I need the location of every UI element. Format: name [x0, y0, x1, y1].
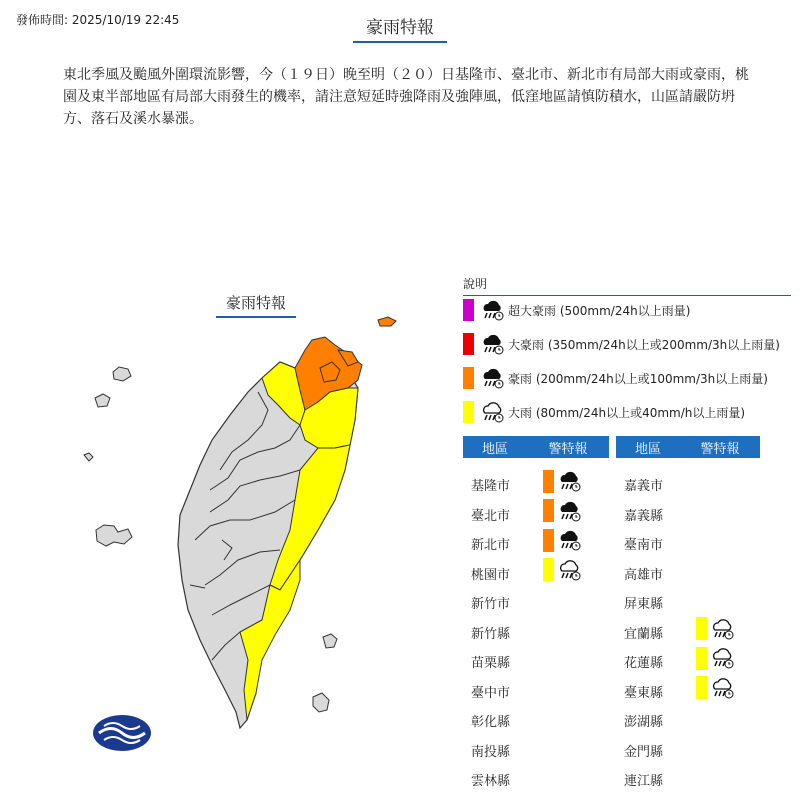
- legend-item: [463, 400, 745, 424]
- heavy-rain-icon: [557, 499, 581, 523]
- heavy-rain-icon: [557, 469, 581, 493]
- legend-swatch: [463, 367, 474, 389]
- warning-badge: [543, 499, 581, 523]
- region-name: 新竹縣: [471, 626, 511, 642]
- legend-label: 大豪雨 (350mm/24h以上或200mm/3h以上雨量): [508, 337, 780, 352]
- legend-swatch: [463, 401, 474, 423]
- map-island-orchid: [313, 693, 329, 712]
- map-island-kinmen: [96, 525, 132, 546]
- legend-swatch: [463, 299, 474, 321]
- warning-badge: [543, 469, 581, 493]
- rain-icon: [710, 617, 734, 641]
- map-title: 豪雨特報: [216, 292, 296, 318]
- map-island-pengjia: [378, 317, 396, 326]
- rain-icon: [480, 400, 504, 424]
- heavy-rain-icon: [480, 298, 504, 322]
- region-name: 臺東縣: [624, 685, 664, 701]
- legend-item: [463, 332, 780, 356]
- region-name: 高雄市: [624, 567, 664, 583]
- region-name: 澎湖縣: [624, 715, 664, 730]
- legend-label: 大雨 (80mm/24h以上或40mm/h以上雨量): [508, 405, 746, 420]
- legend-item: [463, 366, 768, 390]
- region-name: 宜蘭縣: [624, 626, 664, 642]
- region-name: 金門縣: [624, 744, 664, 760]
- region-name: 彰化縣: [471, 715, 511, 730]
- table-header-left: [463, 436, 609, 458]
- map-island-matsu-3: [84, 453, 93, 461]
- region-name: 雲林縣: [471, 774, 511, 789]
- col-region-header: 地區: [634, 441, 661, 457]
- region-name: 花蓮縣: [624, 656, 664, 671]
- warning-level-swatch: [543, 470, 554, 493]
- warning-badge: [543, 558, 581, 582]
- publish-time: 發佈時間: 2025/10/19 22:45: [16, 13, 180, 27]
- region-name: 臺中市: [471, 685, 511, 701]
- warning-level-swatch: [696, 617, 707, 640]
- rain-icon: [557, 558, 581, 582]
- cwa-logo-icon: [93, 715, 151, 751]
- legend-label: 超大豪雨 (500mm/24h以上雨量): [508, 303, 691, 318]
- heavy-rain-icon: [480, 332, 504, 356]
- warning-description: 東北季風及颱風外圍環流影響，今（１９日）晚至明（２０）日基隆市、臺北市、新北市有局部大雨或豪雨，桃園及東半部地區有局部大雨發生的機率，請注意短延時強降雨及強陣風，低窪地區請慎防積水，山區請嚴防坍方、落石及溪水暴漲。: [63, 67, 749, 127]
- map-island-greenisland: [323, 634, 337, 648]
- region-name: 南投縣: [471, 744, 511, 760]
- warning-level-swatch: [543, 529, 554, 552]
- warning-badge: [543, 528, 581, 552]
- col-warning-header: 警特報: [700, 441, 740, 457]
- warning-badge: [696, 617, 734, 641]
- warning-badge: [696, 646, 734, 670]
- legend-label: 豪雨 (200mm/24h以上或100mm/3h以上雨量): [508, 371, 768, 386]
- col-region-header: 地區: [481, 441, 508, 457]
- heavy-rain-icon: [480, 366, 504, 390]
- warning-badge: [696, 676, 734, 700]
- region-name: 嘉義縣: [624, 508, 664, 524]
- heavy-rain-icon: [557, 528, 581, 552]
- region-name: 桃園市: [471, 567, 511, 583]
- legend-swatch: [463, 333, 474, 355]
- region-name: 嘉義市: [624, 479, 664, 494]
- rain-icon: [710, 646, 734, 670]
- region-name: 屏東縣: [624, 597, 664, 612]
- warning-level-swatch: [696, 647, 707, 670]
- table-header-right: [616, 436, 760, 458]
- page-title: 豪雨特報: [353, 13, 447, 43]
- map-island-matsu: [113, 367, 131, 381]
- region-name: 臺北市: [471, 508, 511, 524]
- legend-heading: 說明: [463, 275, 791, 296]
- region-name: 基隆市: [471, 479, 511, 494]
- legend-item: [463, 298, 690, 322]
- region-name: 苗栗縣: [471, 656, 511, 671]
- region-name: 新北市: [471, 538, 511, 553]
- region-name: 臺南市: [624, 538, 664, 553]
- map-island-matsu-2: [95, 394, 110, 407]
- warning-level-swatch: [696, 676, 707, 699]
- warning-level-swatch: [543, 558, 554, 581]
- region-name: 新竹市: [471, 597, 511, 612]
- rain-icon: [710, 676, 734, 700]
- warning-level-swatch: [543, 499, 554, 522]
- region-name: 連江縣: [624, 774, 664, 789]
- col-warning-header: 警特報: [548, 441, 588, 457]
